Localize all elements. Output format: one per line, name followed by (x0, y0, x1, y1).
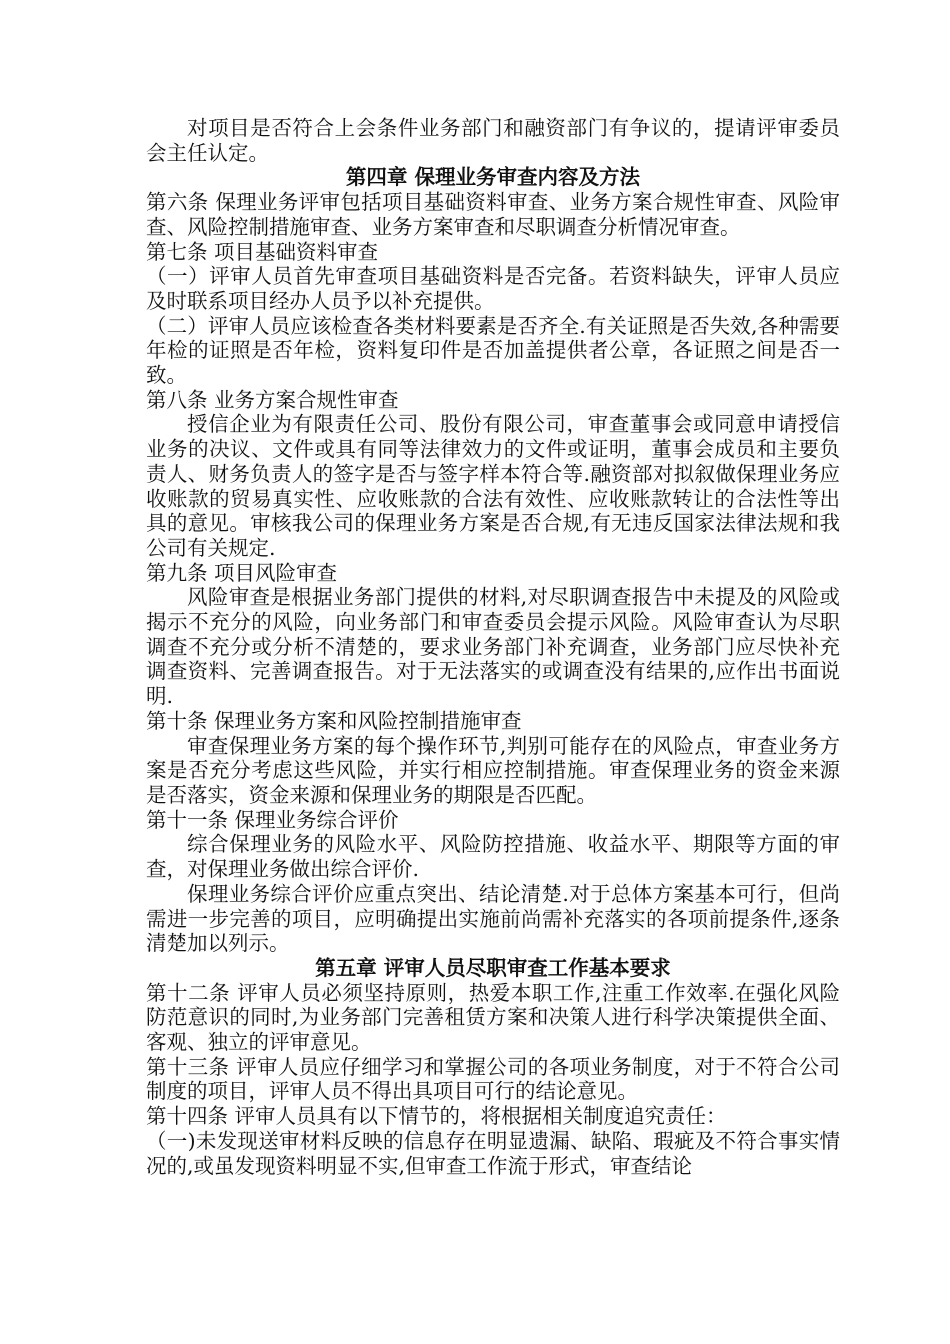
paragraph: 授信企业为有限责任公司、股份有限公司，审查董事会或同意申请授信业务的决议、文件或具有同等法律效力的文件或证明，董事会成员和主要负责人、财务负责人的签字是否与签字样本符合等.融资部对拟叙做保理业务应收账款的贸易真实性、应收账款的合法有效性、应收账款转让的合法性等出具的意见。审核我公司的保理业务方案是否合规,有无违反国家法律法规和我公司有关规定. (146, 412, 840, 560)
chapter-heading: 第五章 评审人员尽职审查工作基本要求 (315, 955, 671, 980)
article-heading: 第九条 项目风险审查 (146, 560, 338, 585)
article-heading: 第七条 项目基础资料审查 (146, 239, 379, 264)
chapter-heading: 第四章 保理业务审查内容及方法 (345, 165, 641, 190)
document-body (146, 116, 840, 1178)
article-paragraph: 第十二条 评审人员必须坚持原则，热爱本职工作,注重工作效率.在强化风险防范意识的同时,为业务部门完善租赁方案和决策人进行科学决策提供全面、客观、独立的评审意见。 (146, 980, 840, 1055)
paragraph: 对项目是否符合上会条件业务部门和融资部门有争议的，提请评审委员会主任认定。 (146, 116, 840, 165)
article-paragraph: 第十四条 评审人员具有以下情节的，将根据相关制度追究责任： (146, 1104, 727, 1129)
paragraph: （一)未发现送审材料反映的信息存在明显遗漏、缺陷、瑕疵及不符合事实情况的,或虽发现资料明显不实,但审查工作流于形式，审查结论 (146, 1128, 840, 1178)
paragraph: 保理业务综合评价应重点突出、结论清楚.对于总体方案基本可行，但尚需进一步完善的项目，应明确提出实施前尚需补充落实的各项前提条件,逐条清楚加以列示。 (146, 881, 840, 956)
article-heading: 第十一条 保理业务综合评价 (146, 807, 399, 832)
article-heading: 第八条 业务方案合规性审查 (146, 387, 399, 412)
paragraph: 审查保理业务方案的每个操作环节,判别可能存在的风险点，审查业务方案是否充分考虑这些风险，并实行相应控制措施。审查保理业务的资金来源是否落实，资金来源和保理业务的期限是否匹配。 (146, 733, 840, 807)
paragraph: （二）评审人员应该检查各类材料要素是否齐全.有关证照是否失效,各种需要年检的证照是否年检，资料复印件是否加盖提供者公章，各证照之间是否一致。 (146, 313, 840, 388)
article-paragraph: 第十三条 评审人员应仔细学习和掌握公司的各项业务制度，对于不符合公司制度的项目，评审人员不得出具项目可行的结论意见。 (146, 1054, 840, 1104)
paragraph: （一）评审人员首先审查项目基础资料是否完备。若资料缺失，评审人员应及时联系项目经办人员予以补充提供。 (146, 264, 840, 313)
article-heading: 第十条 保理业务方案和风险控制措施审查 (146, 708, 522, 733)
paragraph: 风险审查是根据业务部门提供的材料,对尽职调查报告中未提及的风险或揭示不充分的风险，向业务部门和审查委员会提示风险。风险审查认为尽职调查不充分或分析不清楚的，要求业务部门补充调查，业务部门应尽快补充调查资料、完善调查报告。对于无法落实的或调查没有结果的,应作出书面说明. (146, 585, 840, 709)
article-paragraph: 第六条 保理业务评审包括项目基础资料审查、业务方案合规性审查、风险审查、风险控制措施审查、业务方案审查和尽职调查分析情况审查。 (146, 190, 840, 239)
paragraph: 综合保理业务的风险水平、风险防控措施、收益水平、期限等方面的审查，对保理业务做出综合评价. (146, 832, 840, 882)
